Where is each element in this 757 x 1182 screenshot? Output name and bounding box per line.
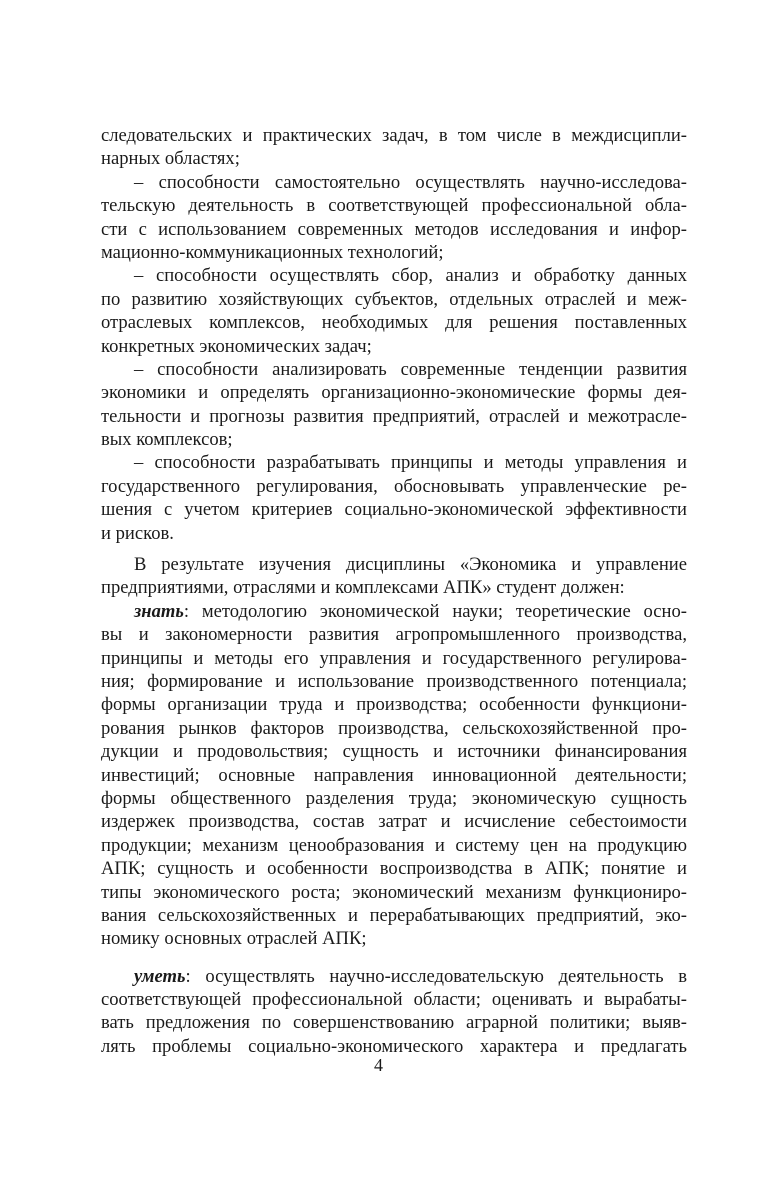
paragraph-competence-management <box>101 451 687 545</box>
paragraph-know <box>101 600 687 951</box>
text-line: тельности и прогнозы развития предприятий, отраслей и межотрасле- <box>101 405 687 427</box>
paragraph-be-able <box>101 965 687 1059</box>
text-line: формы организации труда и производства; особенности функциони- <box>101 694 687 716</box>
text-line: – способности самостоятельно осуществлять научно-исследова- <box>134 171 687 193</box>
text-line: предприятиями, отраслями и комплексами АПК» студент должен: <box>101 577 625 599</box>
text-line: следовательских и практических задач, в том числе в междисципли- <box>101 125 687 146</box>
text-line: ния; формирование и использование производственного потенциала; <box>101 670 687 692</box>
text-line: вых комплексов; <box>101 429 233 451</box>
text-line: тельскую деятельность в соответствующей профессиональной обла- <box>101 195 687 217</box>
text-line: – способности анализировать современные тенденции развития <box>134 358 687 380</box>
text-line: АПК; сущность и особенности воспроизводства в АПК; понятие и <box>101 858 687 880</box>
text-line: вать предложения по совершенствованию аграрной политики; выяв- <box>101 1012 687 1034</box>
text-line: по развитию хозяйствующих субъектов, отдельных отраслей и меж- <box>101 288 687 310</box>
text-line: мационно-коммуникационных технологий; <box>101 241 444 263</box>
text-line: экономики и определять организационно-экономические формы дея- <box>101 382 687 404</box>
text-line: номику основных отраслей АПК; <box>101 928 367 950</box>
text-line: шения с учетом критериев социально-экономической эффективности <box>101 499 687 521</box>
paragraph-competence-analysis <box>101 358 687 452</box>
term-know: знать <box>134 600 184 622</box>
text-line: формы общественного разделения труда; экономическую сущность <box>101 787 687 809</box>
text-line <box>101 600 687 623</box>
text-line: и рисков. <box>101 522 174 544</box>
paragraph-gap <box>101 545 687 553</box>
text-line: В результате изучения дисциплины «Экономика и управление <box>134 554 687 576</box>
paragraph-competence-research <box>101 171 687 265</box>
paragraph-gap <box>101 951 687 965</box>
text-line: издержек производства, состав затрат и исчисление себестоимости <box>101 811 687 833</box>
text-line: – способности разрабатывать принципы и методы управления и <box>134 452 687 474</box>
text-line: соответствующей профессиональной области; оценивать и вырабаты- <box>101 989 687 1011</box>
text-line: отраслевых комплексов, необходимых для решения поставленных <box>101 312 687 334</box>
text-line: нарных областях; <box>101 148 240 170</box>
term-be-able: уметь <box>134 965 186 987</box>
page-number: 4 <box>374 1055 383 1075</box>
text-line: типы экономического роста; экономический механизм функциониро- <box>101 881 687 903</box>
paragraph-competence-data <box>101 264 687 358</box>
text-line: конкретных экономических задач; <box>101 335 372 357</box>
text-line: инвестиций; основные направления инновационной деятельности; <box>101 764 687 786</box>
paragraph-continuation <box>101 124 687 171</box>
text-line: лять проблемы социально-экономического характера и предлагать <box>101 1035 687 1057</box>
page-body <box>101 124 687 1058</box>
text-fragment: : осуществлять научно-исследовательскую деятельность в <box>185 965 687 987</box>
text-line: продукции; механизм ценообразования и систему цен на продукцию <box>101 834 687 856</box>
text-line <box>101 965 687 988</box>
paragraph-study-result <box>101 553 687 600</box>
text-line: вы и закономерности развития агропромышленного производства, <box>101 624 687 646</box>
text-line: государственного регулирования, обосновывать управленческие ре- <box>101 475 687 497</box>
text-line: дукции и продовольствия; сущность и источники финансирования <box>101 741 687 763</box>
text-fragment: : методологию экономической науки; теоретические осно- <box>183 600 687 622</box>
text-line: вания сельскохозяйственных и перерабатывающих предприятий, эко- <box>101 904 687 926</box>
text-line: – способности осуществлять сбор, анализ и обработку данных <box>134 265 687 287</box>
text-line: сти с использованием современных методов исследования и инфор- <box>101 218 687 240</box>
text-line: принципы и методы его управления и государственного регулирова- <box>101 647 687 669</box>
text-line: рования рынков факторов производства, сельскохозяйственной про- <box>101 717 687 739</box>
